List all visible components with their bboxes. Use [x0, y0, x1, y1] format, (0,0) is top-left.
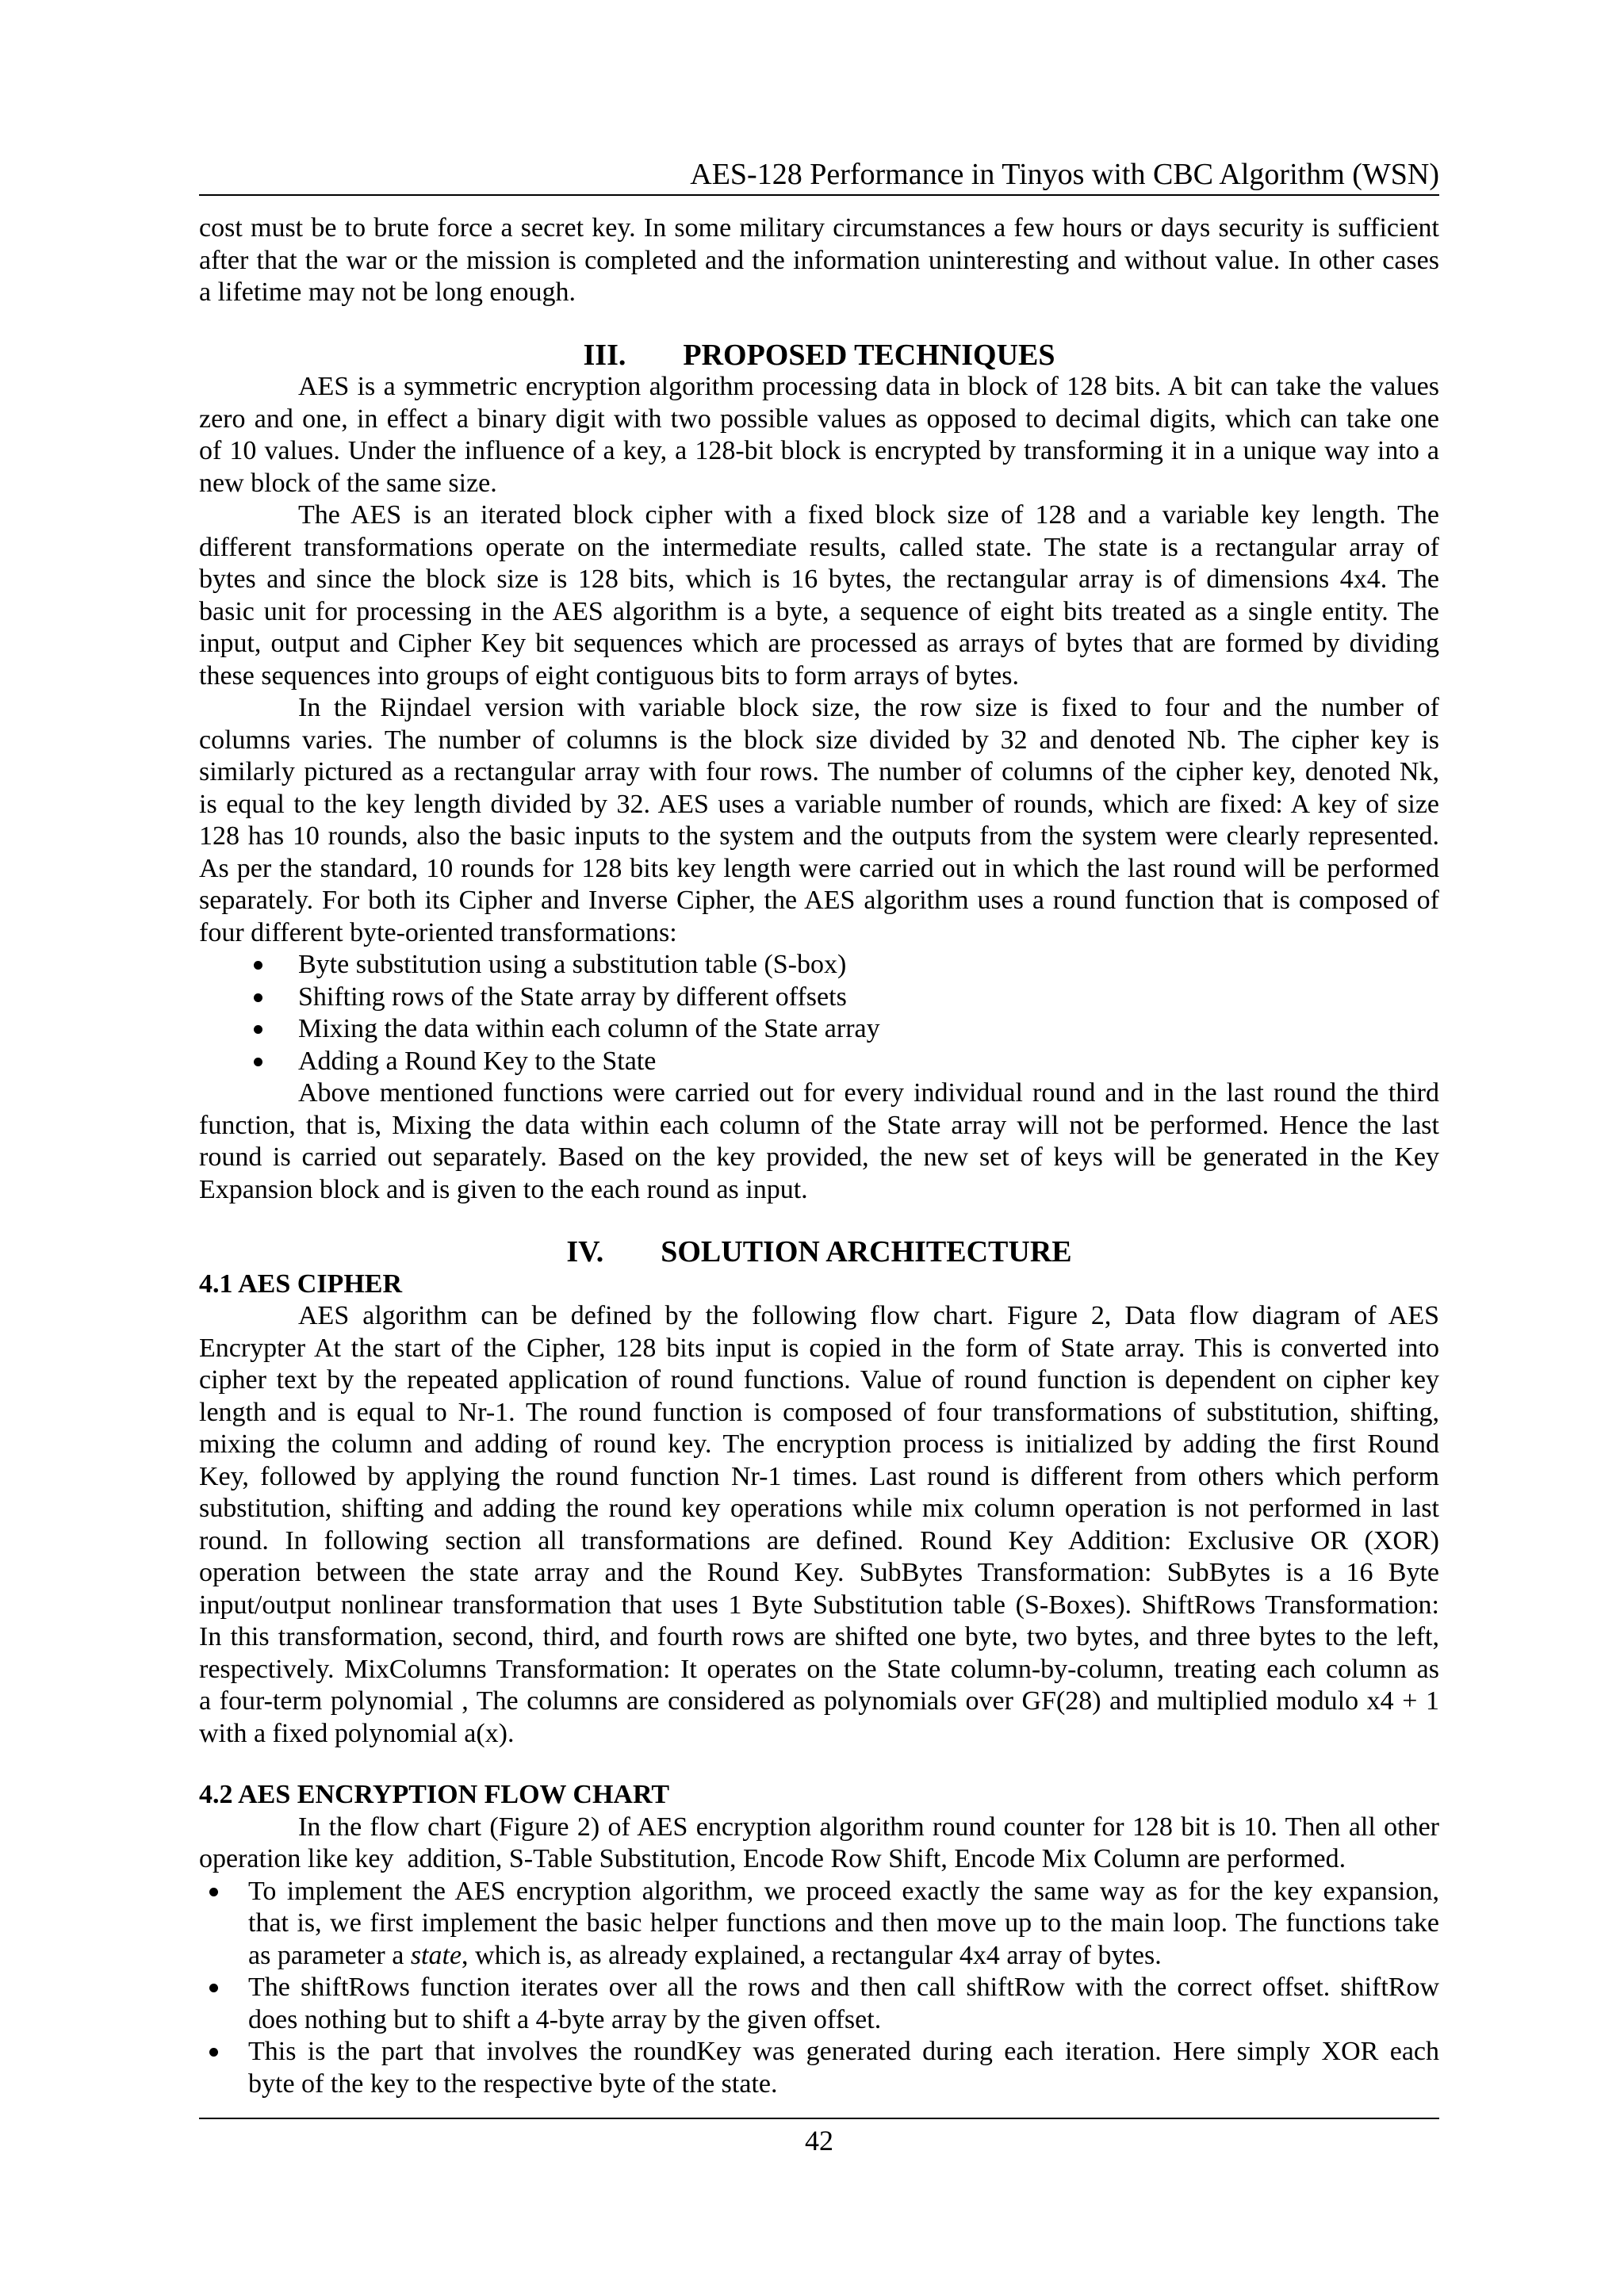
body-text-line: The shiftRows function iterates over all the rows and then call shiftRow with the correct offset. shiftRow	[248, 1973, 1439, 2002]
paragraph	[199, 1812, 1439, 1876]
bullet-list-item	[199, 949, 1439, 982]
body-text-line: As per the standard, 10 rounds for 128 bits key length were carried out in which the last round will be performed	[199, 853, 1439, 883]
bullet-list-item	[199, 1876, 1439, 1973]
footer-rule	[199, 2118, 1439, 2119]
section-title: SOLUTION ARCHITECTURE	[661, 1235, 1072, 1269]
paragraph	[199, 1077, 1439, 1206]
bullet-list-item	[199, 1013, 1439, 1046]
subsection-heading: 4.2 AES ENCRYPTION FLOW CHART	[199, 1780, 670, 1809]
bullet-icon	[254, 1025, 262, 1034]
body-text-line: AES algorithm can be defined by the following flow chart. Figure 2, Data flow diagram of AES	[298, 1301, 1439, 1330]
section-title: PROPOSED TECHNIQUES	[683, 338, 1055, 372]
body-text-line: a lifetime may not be long enough.	[199, 277, 576, 307]
paragraph	[199, 1300, 1439, 1750]
body-text-line: is equal to the key length divided by 32. AES uses a variable number of rounds, which are fixed: A key of size	[199, 789, 1439, 819]
body-text-line: Mixing the data within each column of the State array	[298, 1014, 880, 1043]
italic-term: state	[410, 1940, 462, 1970]
body-text-line: after that the war or the mission is completed and the information uninteresting and without value. In other cases	[199, 245, 1439, 275]
body-text-line: AES is a symmetric encryption algorithm processing data in block of 128 bits. A bit can take the values	[298, 372, 1439, 401]
bullet-icon	[254, 993, 262, 1002]
body-text-line: operation like key addition, S-Table Substitution, Encode Row Shift, Encode Mix Column are performed.	[199, 1844, 1346, 1873]
body-text-line: different transformations operate on the intermediate results, called state. The state is a rectangular array of	[199, 532, 1439, 562]
body-text-line: does nothing but to shift a 4-byte array by the given offset.	[248, 2004, 882, 2034]
body-text-line: Byte substitution using a substitution table (S-box)	[298, 950, 847, 979]
body-text-line: cipher text by the repeated application of round functions. Value of round function is dependent on cipher key	[199, 1365, 1439, 1395]
bullet-icon	[209, 1888, 218, 1896]
body-text-line: To implement the AES encryption algorithm, we proceed exactly the same way as for the key expansion,	[248, 1876, 1439, 1906]
body-text-line: of 10 values. Under the influence of a key, a 128-bit block is encrypted by transforming it in a unique way into a	[199, 436, 1439, 465]
bullet-list	[199, 949, 1439, 1077]
body-text-line: separately. For both its Cipher and Inverse Cipher, the AES algorithm uses a round function that is composed of	[199, 886, 1439, 915]
body-text-line: a four-term polynomial , The columns are considered as polynomials over GF(28) and multiplied modulo x4 + 1	[199, 1686, 1439, 1716]
body-text-line: byte of the key to the respective byte of the state.	[248, 2068, 778, 2099]
body-text-line: that is, we first implement the basic helper functions and then move up to the main loop. The functions take	[248, 1908, 1439, 1938]
body-text-line: input, output and Cipher Key bit sequences which are processed as arrays of bytes that are formed by dividing	[199, 629, 1439, 658]
body-text-line: The AES is an iterated block cipher with a fixed block size of 128 and a variable key length. The	[298, 500, 1439, 530]
text-run: , which is, as already explained, a rectangular 4x4 array of bytes.	[462, 1940, 1162, 1970]
bullet-icon	[209, 1984, 218, 1992]
body-text-line: Above mentioned functions were carried out for every individual round and in the last round the third	[298, 1078, 1439, 1108]
body-text-line: operation between the state array and the Round Key. SubBytes Transformation: SubBytes is a 16 Byte	[199, 1558, 1439, 1587]
section-number: IV.	[566, 1235, 604, 1269]
bullet-list-item	[199, 1972, 1439, 2036]
body-text-line: Expansion block and is given to the each round as input.	[199, 1174, 808, 1204]
paragraph	[199, 371, 1439, 499]
page-body	[199, 212, 1439, 2100]
section-number: III.	[583, 338, 626, 372]
bullet-list-item	[199, 1046, 1439, 1078]
body-text-line: In this transformation, second, third, and fourth rows are shifted one byte, two bytes, and three bytes to the left,	[199, 1622, 1439, 1651]
body-text-line: zero and one, in effect a binary digit with two possible values as opposed to decimal digits, which can take one	[199, 404, 1439, 434]
bullet-icon	[254, 1058, 262, 1066]
bullet-list	[199, 1876, 1439, 2101]
header-rule	[199, 194, 1439, 196]
body-text-line: round is carried out separately. Based on the key provided, the new set of keys will be generated in the Key	[199, 1142, 1439, 1172]
body-text-line: similarly pictured as a rectangular array with four rows. The number of columns of the cipher key, denoted Nk,	[199, 757, 1439, 786]
body-text-line: with a fixed polynomial a(x).	[199, 1718, 515, 1748]
body-text-line: function, that is, Mixing the data within each column of the State array will not be performed. Hence the last	[199, 1110, 1439, 1140]
body-text-line: Adding a Round Key to the State	[298, 1046, 657, 1076]
body-text-line: four different byte-oriented transformations:	[199, 917, 677, 947]
running-header: AES-128 Performance in Tinyos with CBC Algorithm (WSN)	[690, 158, 1439, 191]
body-text-line: Shifting rows of the State array by different offsets	[298, 982, 847, 1012]
body-text-line: mixing the column and adding of round key. The encryption process is initialized by adding the first Round	[199, 1429, 1439, 1459]
body-text-line: respectively. MixColumns Transformation: It operates on the State column-by-column, treating each column as	[199, 1654, 1439, 1684]
body-text-line: input/output nonlinear transformation that uses 1 Byte Substitution table (S-Boxes). ShiftRows Transformation:	[199, 1590, 1439, 1620]
body-text-line	[248, 1940, 1439, 1973]
body-text-line: Encrypter At the start of the Cipher, 128 bits input is copied in the form of State array. This is converted into	[199, 1333, 1439, 1363]
paragraph	[199, 692, 1439, 949]
body-text-line: length and is equal to Nr-1. The round function is composed of four transformations of substitution, shifting,	[199, 1397, 1439, 1427]
body-text-line: 128 has 10 rounds, also the basic inputs to the system and the outputs from the system were clearly represented.	[199, 821, 1439, 851]
bullet-icon	[209, 2048, 218, 2057]
body-text-line: substitution, shifting and adding the round key operations while mix column operation is not performed in last	[199, 1494, 1439, 1523]
body-text-line: bytes and since the block size is 128 bits, which is 16 bytes, the rectangular array is of dimensions 4x4. The	[199, 564, 1439, 594]
body-text-line: columns varies. The number of columns is the block size divided by 32 and denoted Nb. The cipher key is	[199, 725, 1439, 755]
paragraph	[199, 499, 1439, 692]
body-text-line: new block of the same size.	[199, 468, 497, 498]
body-text-line: Key, followed by applying the round function Nr-1 times. Last round is different from others which perform	[199, 1461, 1439, 1491]
bullet-icon	[254, 961, 262, 970]
section-heading	[199, 1236, 1439, 1269]
bullet-list-item	[199, 982, 1439, 1014]
subsection-heading: 4.1 AES CIPHER	[199, 1269, 402, 1299]
body-text-line: In the flow chart (Figure 2) of AES encryption algorithm round counter for 128 bit is 10. Then all other	[298, 1812, 1439, 1842]
body-text-line: This is the part that involves the roundKey was generated during each iteration. Here simply XOR each	[248, 2037, 1439, 2066]
body-text-line: basic unit for processing in the AES algorithm is a byte, a sequence of eight bits treated as a single entity. The	[199, 596, 1439, 626]
text-run: as parameter a	[248, 1940, 411, 1970]
paragraph	[199, 212, 1439, 309]
body-text-line: round. In following section all transformations are defined. Round Key Addition: Exclusive OR (XOR)	[199, 1525, 1439, 1556]
body-text-line: cost must be to brute force a secret key. In some military circumstances a few hours or days security is sufficient	[199, 213, 1439, 243]
page-number: 42	[805, 2125, 833, 2156]
body-text-line: these sequences into groups of eight contiguous bits to form arrays of bytes.	[199, 660, 1019, 691]
section-heading	[199, 339, 1439, 372]
body-text-line: In the Rijndael version with variable block size, the row size is fixed to four and the number of	[298, 693, 1439, 722]
bullet-list-item	[199, 2036, 1439, 2100]
